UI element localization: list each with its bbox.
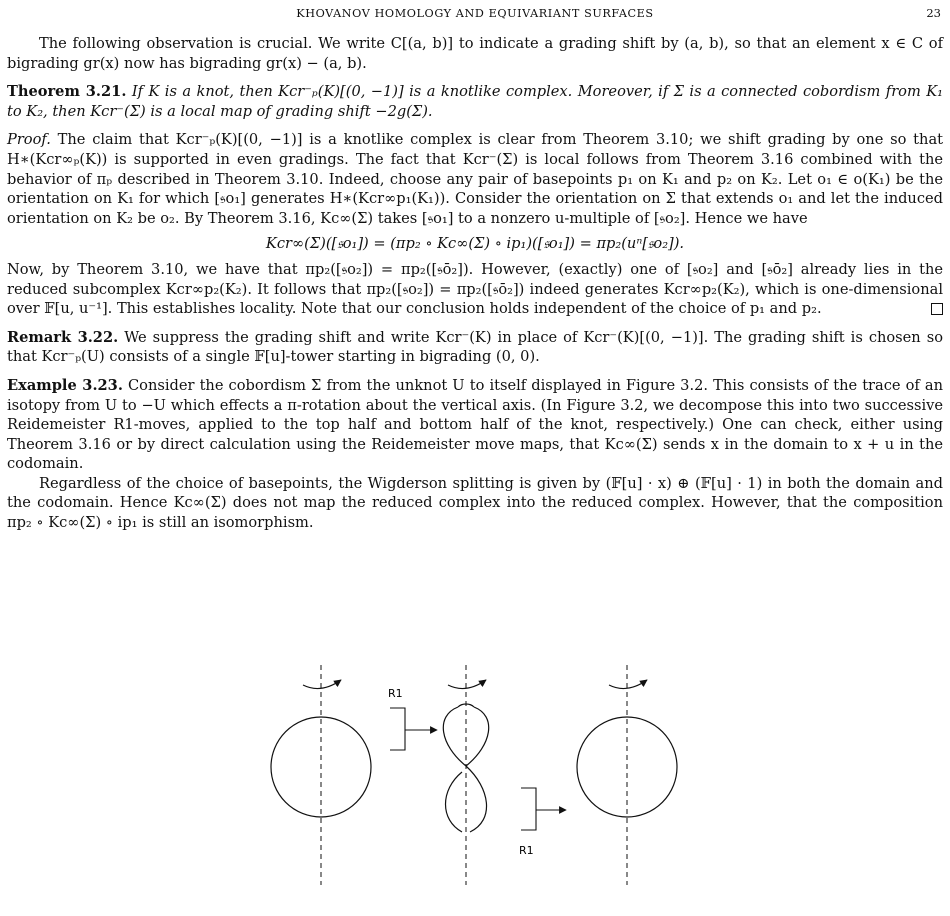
example-3-23: [7, 376, 943, 474]
page-number: 23: [926, 6, 941, 20]
running-head: KHOVANOV HOMOLOGY AND EQUIVARIANT SURFACES: [296, 7, 654, 20]
theorem-statement: If K is a knot, then Kcr⁻ₚ(K)[(0, −1)] is a knotlike complex. Moreover, if Σ is a connected cobordism from K₁ to K₂, then Kcr⁻(Σ) is a local map of grading shift −2g(Σ).: [7, 83, 943, 120]
figure-svg: [250, 650, 690, 910]
theorem-label: Theorem 3.21.: [7, 83, 127, 101]
r1-step-bottom: [519, 788, 566, 857]
intro-paragraph: The following observation is crucial. We write C[(a, b)] to indicate a grading shift by (a, b), so that an element x ∈ C of bigrading gr(x) now has bigrading gr(x) − (a, b).: [7, 35, 943, 72]
page-header: [0, 4, 950, 24]
proof-paragraph: [7, 130, 943, 228]
theorem-3-21: [7, 82, 943, 121]
display-equation: Kcr∞(Σ)([𝔰o₁]) = (πp₂ ∘ Kc∞(Σ) ∘ ip₁)([𝔰o₁]) = πp₂(uⁿ[𝔰o₂]).: [265, 235, 685, 253]
remark-text: We suppress the grading shift and write Kcr⁻(K) in place of Kcr⁻(K)[(0, −1)]. The grading shift is chosen so that Kcr⁻ₚ(U) consists of a single 𝔽[u]-tower starting in bigrading (0, 0).: [7, 328, 943, 366]
example-label: Example 3.23.: [7, 376, 123, 394]
rotation-arrow-icon: [609, 680, 647, 689]
unknot-left: [271, 665, 371, 885]
r1-label-top: R1: [388, 687, 403, 700]
qed-square-icon: [931, 303, 943, 315]
remark-label: Remark 3.22.: [7, 328, 119, 346]
rotation-arrow-icon: [303, 680, 341, 689]
body-text: [7, 34, 943, 533]
proof-continuation: [7, 260, 943, 319]
proof-label: Proof.: [7, 131, 51, 149]
proof-text: The claim that Kcr⁻ₚ(K)[(0, −1)] is a knotlike complex is clear from Theorem 3.10; we shift grading by one so that H∗(Kcr∞ₚ(K)) is supported in even gradings. The fact that Kcr⁻(Σ) is local follows from Theorem 3.16 combined with the behavior of πₚ described in Theorem 3.10. Indeed, choose any pair of basepoints p₁ on K₁ and p₂ on K₂. Let o₁ ∈ o(K₁) be the orientation on K₁ for which [𝔰o₁] generates H∗(Kcr∞p₁(K₁)). Consider the orientation on Σ that extends o₁ and let the induced orientation on K₂ be o₂. By Theorem 3.16, Kc∞(Σ) takes [𝔰o₁] to a nonzero u-multiple of [𝔰o₂]. Hence we have: [7, 131, 944, 227]
remark-3-22: [7, 328, 943, 367]
figure-3-2: [250, 650, 690, 910]
r1-step-top: [388, 687, 437, 750]
r1-label-bottom: R1: [519, 844, 534, 857]
proof-text-continued: Now, by Theorem 3.10, we have that πp₂([𝔰o₂]) = πp₂([𝔰ō₂]). However, (exactly) one of [𝔰o₂] and [𝔰ō₂] already lies in the reduced subcomplex Kcr∞p₂(K₂). It follows that πp₂([𝔰o₂]) = πp₂([𝔰ō₂]) indeed generates Kcr∞p₂(K₂), which is one-dimensional over 𝔽[u, u⁻¹]. This establishes locality. Note that our conclusion holds independent of the choice of p₁ and p₂.: [7, 260, 943, 318]
example-continuation: Regardless of the choice of basepoints, the Wigderson splitting is given by (𝔽[u] · x) ⊕ (𝔽[u] · 1) in both the domain and the codomain. Hence Kc∞(Σ) does not map the reduced complex into the reduced complex. However, that the composition πp₂ ∘ Kc∞(Σ) ∘ ip₁ is still an isomorphism.: [7, 474, 943, 532]
rotation-arrow-icon: [448, 680, 486, 689]
figure-eight-knot-diagram: [443, 665, 488, 885]
example-text: Consider the cobordism Σ from the unknot U to itself displayed in Figure 3.2. This consists of the trace of an isotopy from U to −U which effects a π-rotation about the vertical axis. (In Figure 3.2, we decompose this into two successive Reidemeister R1-moves, applied to the top half and bottom half of the knot, respectively.) One can check, either using Theorem 3.16 or by direct calculation using the Reidemeister move maps, that Kc∞(Σ) sends x in the domain to x + u in the codomain.: [7, 376, 944, 473]
unknot-right: [577, 665, 677, 885]
